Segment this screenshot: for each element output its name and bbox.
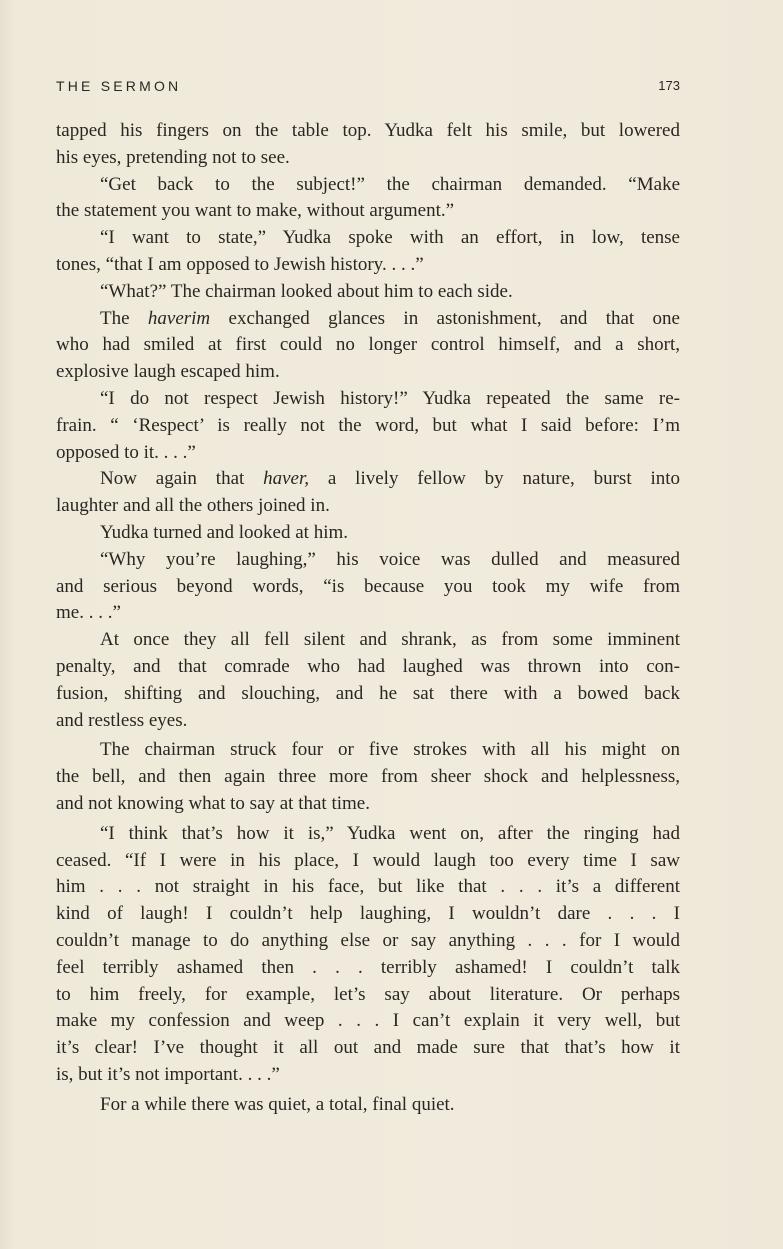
text-line: the statement you want to make, without argument.” [56,200,455,222]
italic-word-haver: haver, [263,468,310,490]
text-line: “I do not respect Jewish history!” Yudka repeated the same re- [100,387,680,409]
text-line: ceased. “If I were in his place, I would laugh too every time I saw [56,849,680,871]
text-run: exchanged glances in astonishment, and that one [228,307,680,329]
text-line: tapped his fingers on the table top. Yudka felt his smile, but lowered [56,120,680,141]
text-line: Yudka turned and looked at him. [100,521,349,543]
text-run: Now again that [100,468,264,490]
text-line: feel terribly ashamed then . . . terribly ashamed! I couldn’t talk [56,956,680,978]
text-line: explosive laugh escaped him. [56,361,280,383]
text-line: me. . . .” [56,602,121,624]
text-line: “Get back to the subject!” the chairman demanded. “Make [100,173,680,195]
text-line: is, but it’s not important. . . .” [56,1063,280,1085]
page-number: 173 [658,78,680,93]
text-line: tones, “that I am opposed to Jewish history. . . .” [56,253,424,275]
text-line: the bell, and then again three more from sheer shock and helplessness, [56,766,680,788]
text-run [210,308,228,329]
text-run: The [100,307,148,329]
text-line: laughter and all the others joined in. [56,495,330,517]
text-line: and serious beyond words, “is because you took my wife from [56,575,680,597]
text-line: and restless eyes. [56,709,188,731]
text-line: “I think that’s how it is,” Yudka went on, after the ringing had [100,822,680,844]
body-text [56,118,680,1118]
text-line: him . . . not straight in his face, but like that . . . it’s a different [56,876,680,898]
text-run: a lively fellow by nature, burst into [327,468,680,490]
text-line: and not knowing what to say at that time. [56,792,370,814]
text-line: make my confession and weep . . . I can’t explain it very well, but [56,1010,680,1032]
text-run [309,468,328,489]
text-line: For a while there was quiet, a total, final quiet. [100,1093,455,1115]
text-line: who had smiled at first could no longer control himself, and a short, [56,334,680,356]
text-line: “Why you’re laughing,” his voice was dulled and measured [100,548,680,570]
text-line: his eyes, pretending not to see. [56,146,290,168]
text-line: frain. “ ‘Respect’ is really not the word, but what I said before: I’m [56,414,680,436]
text-line: kind of laugh! I couldn’t help laughing, I wouldn’t dare . . . I [56,903,680,925]
running-head [56,78,680,98]
text-line: opposed to it. . . .” [56,441,196,463]
text-line: “What?” The chairman looked about him to each side. [100,280,513,302]
text-line: The chairman struck four or five strokes with all his might on [100,739,680,761]
text-line: fusion, shifting and slouching, and he sat there with a bowed back [56,682,680,704]
text-line [56,466,680,493]
italic-word-haverim: haverim [147,307,211,329]
text-line: penalty, and that comrade who had laughed was thrown into con- [56,655,680,677]
running-title: THE SERMON [56,78,182,94]
text-line: At once they all fell silent and shrank, as from some imminent [100,629,680,651]
text-line: couldn’t manage to do anything else or say anything . . . for I would [56,929,680,951]
text-line: “I want to state,” Yudka spoke with an effort, in low, tense [100,227,680,249]
text-line: to him freely, for example, let’s say about literature. Or perhaps [56,983,680,1005]
text-line: it’s clear! I’ve thought it all out and made sure that that’s how it [56,1037,680,1059]
text-line [56,306,680,333]
